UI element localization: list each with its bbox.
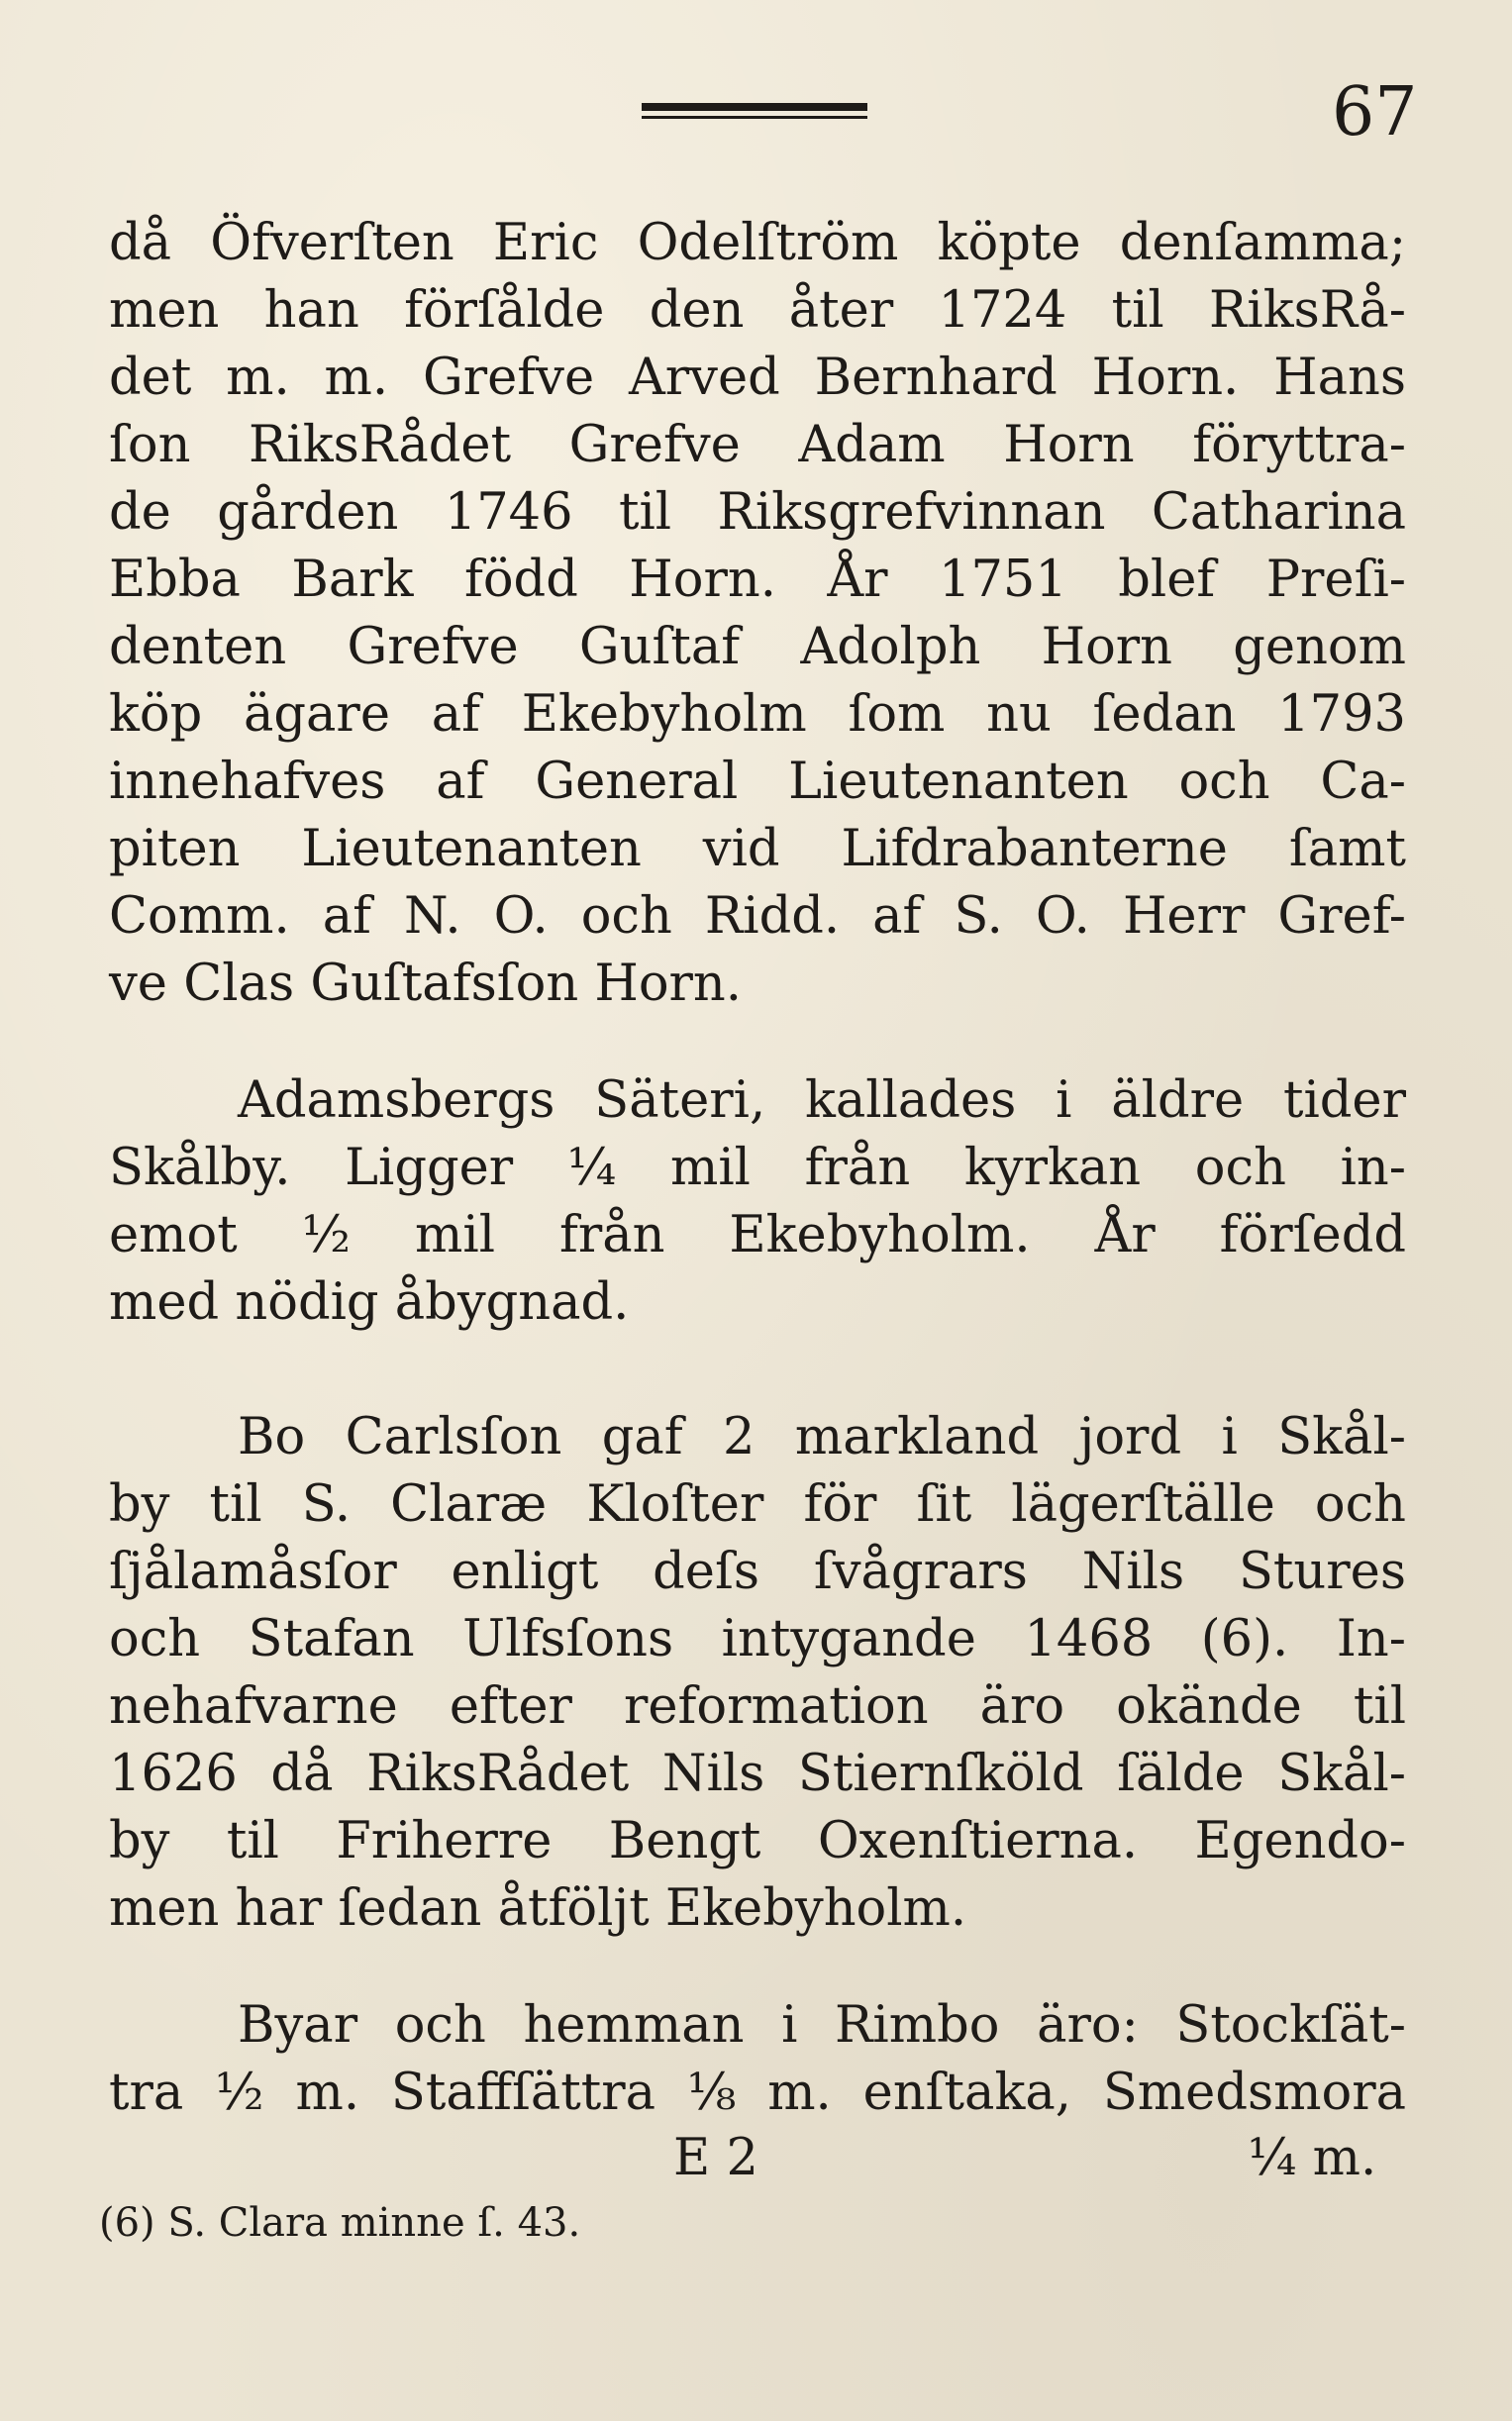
text-line: by til S. Claræ Kloſter för ſit lägerſtälle och [109, 1475, 1406, 1534]
text-line: det m. m. Grefve Arved Bernhard Horn. Hans [109, 349, 1406, 407]
text-line: Adamsbergs Säteri, kallades i äldre tider [238, 1071, 1406, 1130]
text-line: nehafvarne efter reformation äro okände til [109, 1677, 1406, 1736]
text-line: men har ſedan åtföljt Ekebyholm. [109, 1879, 967, 1938]
paragraph-odelstrom [109, 210, 1406, 1018]
text-line: men han förſålde den åter 1724 til RiksRå- [109, 281, 1406, 340]
text-line: Bo Carlsſon gaf 2 markland jord i Skål- [238, 1408, 1406, 1466]
text-line: Skålby. Ligger ¼ mil från kyrkan och in- [109, 1139, 1406, 1197]
catchword: ¼ m. [1248, 2129, 1377, 2187]
header-rule-thick [642, 103, 867, 111]
text-line: köp ägare af Ekebyholm ſom nu ſedan 1793 [109, 685, 1406, 744]
text-line: tra ½ m. Staffſättra ⅛ m. enſtaka, Smedsmora [109, 2064, 1406, 2122]
text-line: och Stafan Ulfsſons intygande 1468 (6). In- [109, 1610, 1406, 1668]
text-line: by til Friherre Bengt Oxenſtierna. Egendo- [109, 1812, 1406, 1870]
page-number: 67 [1332, 73, 1418, 151]
paragraph-bo-carlsson [109, 1404, 1406, 1943]
text-line: de gården 1746 til Riksgrefvinnan Catharina [109, 483, 1406, 542]
text-line: ſjålamåsſor enligt deſs ſvågrars Nils Stures [109, 1543, 1406, 1601]
text-line: Byar och hemman i Rimbo äro: Stockſät- [238, 1996, 1406, 2055]
paragraph-byar [109, 1992, 1406, 2127]
text-line: piten Lieutenanten vid Lifdrabanterne ſamt [109, 820, 1406, 878]
text-line: innehafves af General Lieutenanten och Ca- [109, 753, 1406, 811]
text-line: ſon RiksRådet Grefve Adam Horn föryttra- [109, 416, 1406, 474]
text-line: Ebba Bark född Horn. År 1751 blef Preſi- [109, 551, 1406, 609]
text-line: emot ½ mil från Ekebyholm. År förſedd [109, 1206, 1406, 1264]
text-line: ve Clas Guſtafsſon Horn. [109, 955, 742, 1013]
header-rule-thin [642, 116, 867, 119]
text-line: Comm. af N. O. och Ridd. af S. O. Herr Gref- [109, 887, 1406, 946]
text-line: denten Grefve Guſtaf Adolph Horn genom [109, 618, 1406, 676]
text-line: 1626 då RiksRådet Nils Stiernſköld ſälde Skål- [109, 1745, 1406, 1803]
footnote: (6) S. Clara minne ſ. 43. [99, 2200, 581, 2246]
header-rule [642, 103, 867, 121]
paragraph-adamsbergs [109, 1067, 1406, 1337]
signature-mark: E 2 [673, 2129, 758, 2187]
text-line: med nödig åbygnad. [109, 1273, 630, 1332]
text-line: då Öfverſten Eric Odelſtröm köpte denſamma; [109, 214, 1406, 272]
